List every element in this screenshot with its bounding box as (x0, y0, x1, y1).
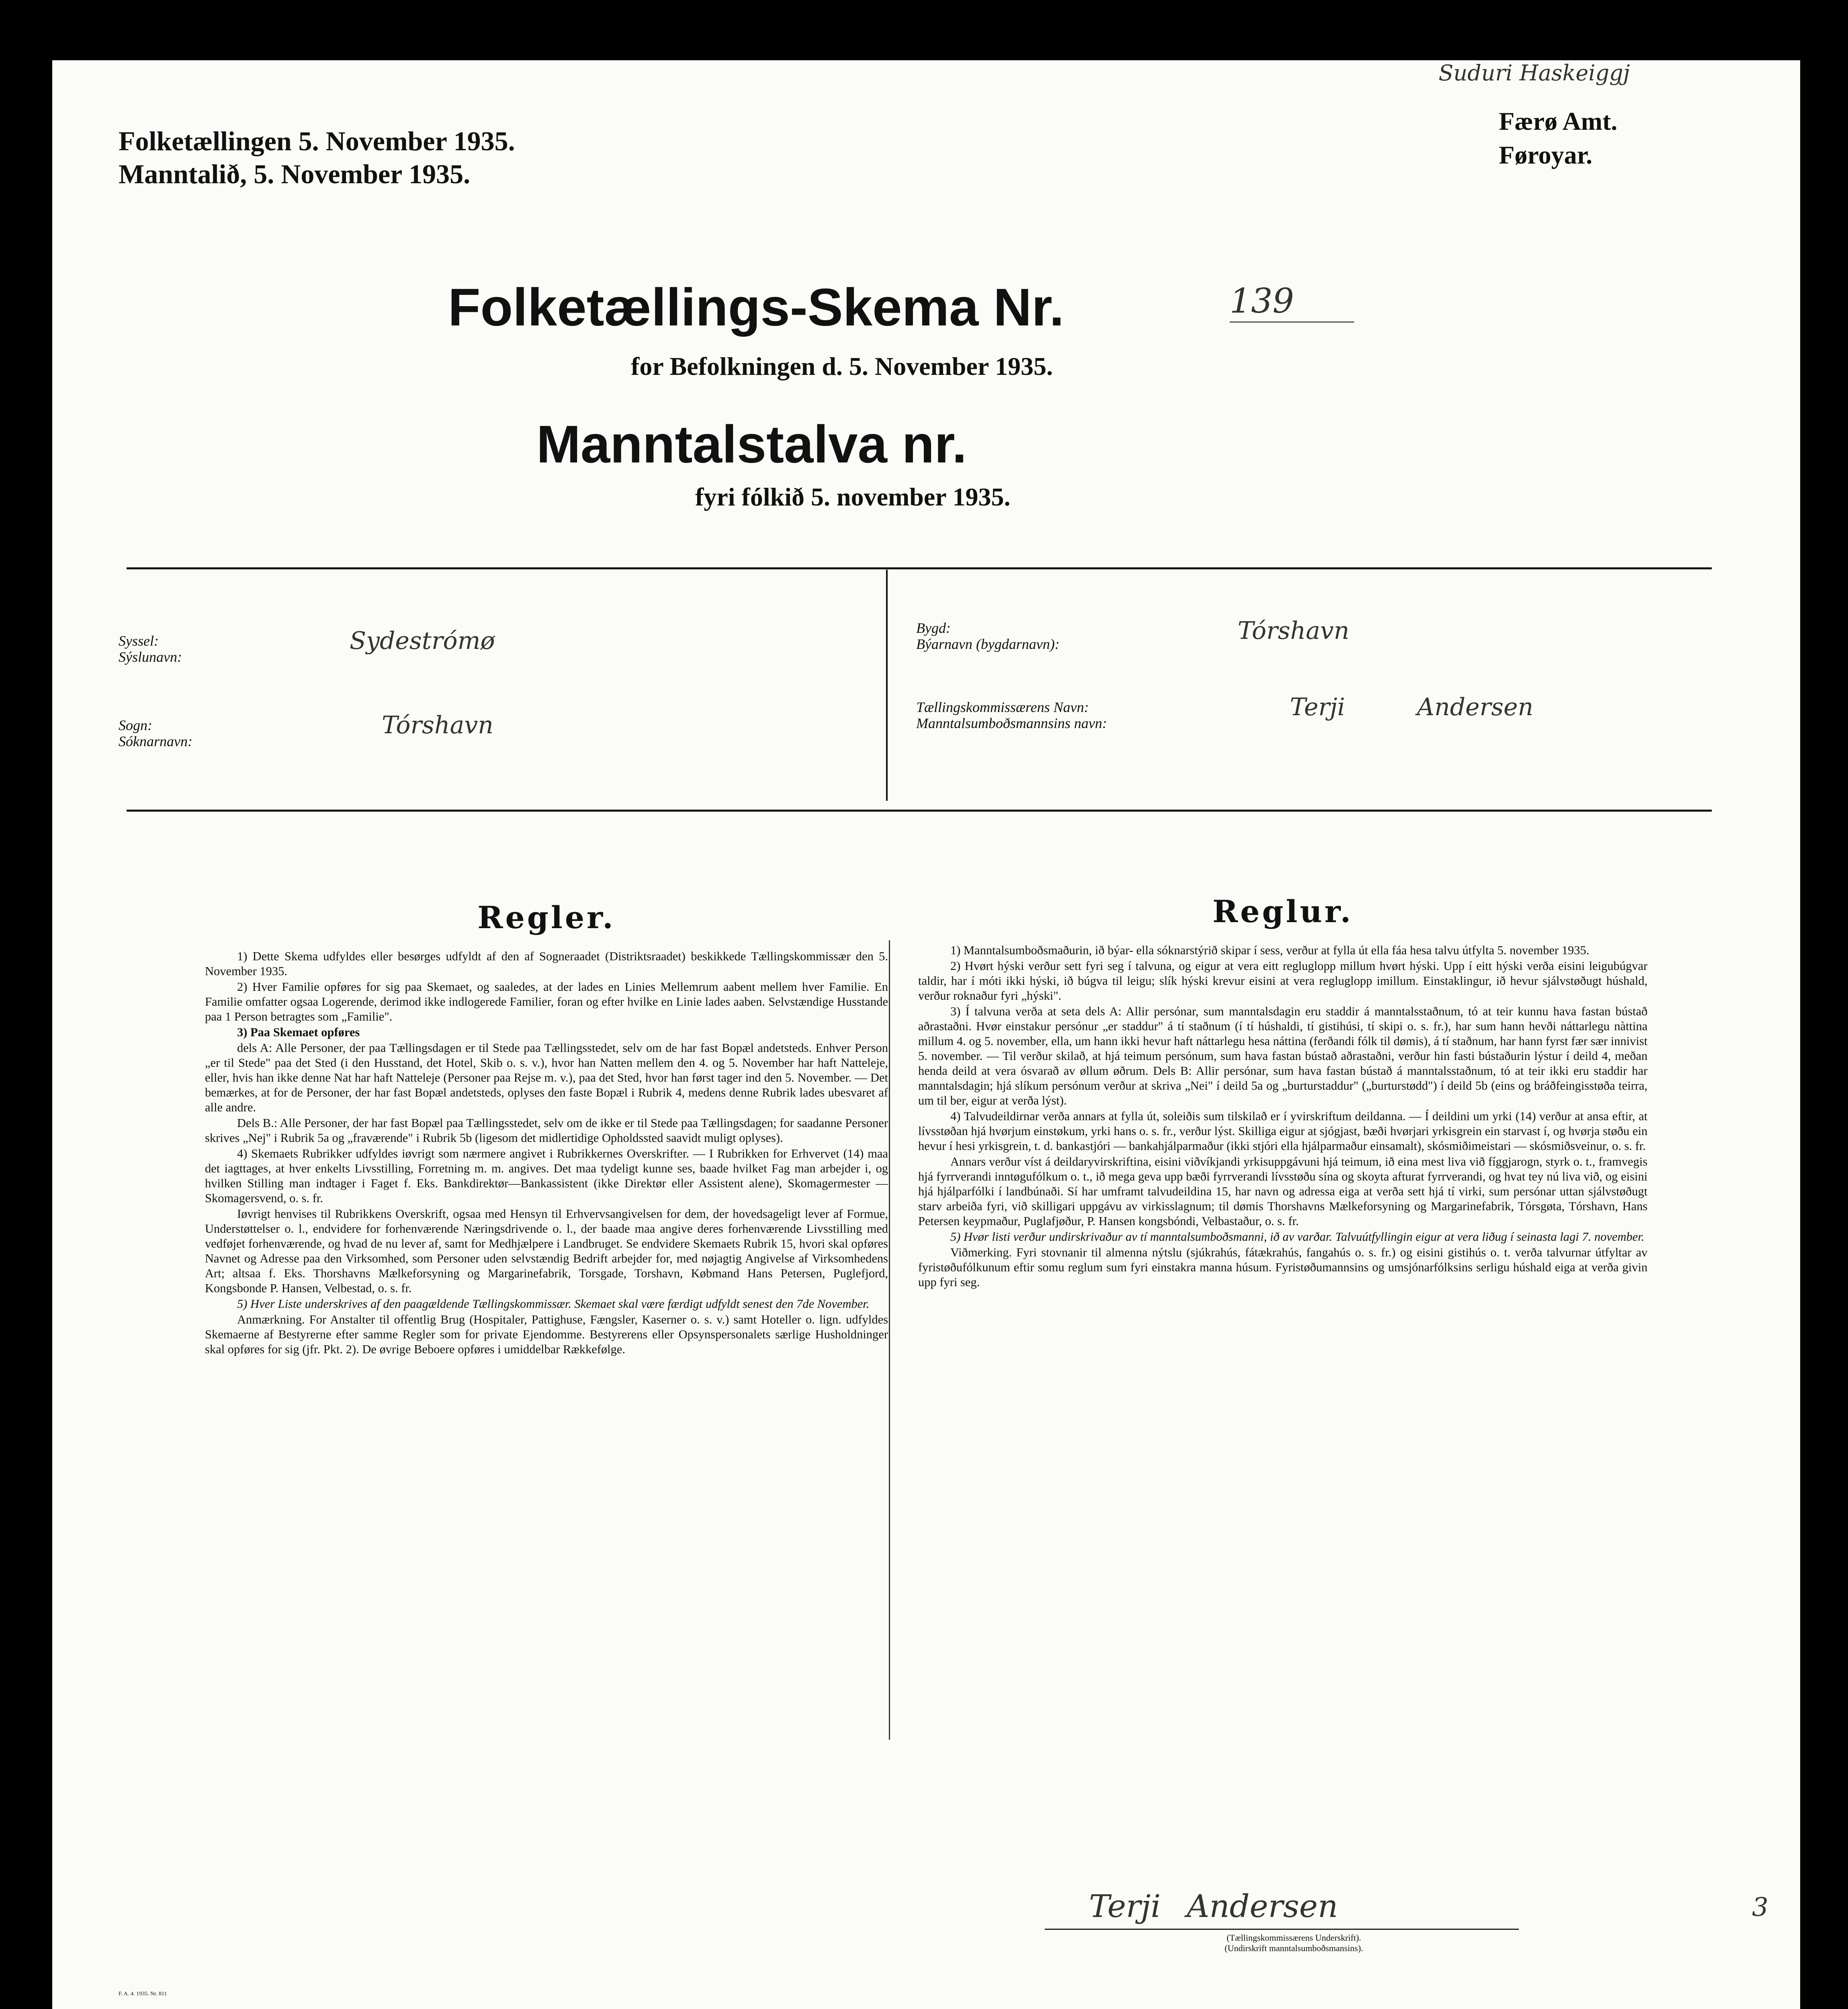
print-note: F. A. 4. 1935. Nr. 811 (119, 1991, 167, 1997)
form-title-fo: Manntalstalva nr. (536, 415, 967, 474)
header-left (119, 125, 515, 190)
census-form-page (52, 60, 1800, 2009)
fields-top-rule (127, 567, 1712, 569)
signature-caption: (Tællingskommissærens Underskrift). (Undirskrift manntalsumboðsmansins). (1224, 1933, 1363, 1953)
reglur-paragraph: Viðmerking. Fyri stovnanir til almenna nýtslu (sjúkrahús, fátækrahús, fangahús o. s. fr.) og eisini gistihús o. t. verða talvurnar útfyltar av fyristøðufólkunum eftir somu reglum sum fyri einstakra manna húsum. Fyristøðumannsins og umsjónarfólksins serligu húshald eiga at verða givin upp fyri seg. (918, 1246, 1647, 1289)
header-right-line1: Færø Amt. (1499, 107, 1618, 135)
form-subtitle-fo: fyri fólkið 5. november 1935. (695, 483, 1011, 511)
regler-paragraph: 5) Hver Liste underskrives af den paagældende Tællingskommissær. Skemaet skal være færdigt udfyldt senest den 7de November. (237, 1297, 870, 1311)
signature-handwritten: Terji Andersen (1089, 1888, 1338, 1925)
kommissaer-value: Terji Andersen (1290, 693, 1533, 721)
form-number: 139 (1230, 281, 1294, 321)
handwritten-top-right: Suduri Haskeiggj (1439, 60, 1630, 86)
form-title-text: Folketællings-Skema Nr. (448, 278, 1064, 337)
reglur-paragraph: 5) Hvør listi verður undirskrivaður av tí manntalsumboðsmanni, ið av varðar. Talvuútfyllingin eigur at vera liðug í seinasta lagi 7. november. (950, 1230, 1645, 1244)
reglur-paragraph: 3) Í talvuna verða at seta dels A: Allir persónar, sum manntalsdagin eru staddir á manntalsstaðnum, tó at teir kunnu hava fastan bústað aðrastaðni. Hvør einstakur persónur „er staddur" á tí staðnum (í tí húshaldi, tí gistihúsi, tí skipi o. s. fr.), har sum hann hevði náttarlegu nàttina millum 4. og 5. november, ella, um hann ikki hevur haft náttarlegu hesa náttina (ferðandi fólk til dømis), á tí staðnum, har hann fyrst fær sær innivist 5. november. — Til verður skilað, at hjá teimum persónum, sum hava fastan bústað aðrastaðni, verður hin fasti bústaðurin lýstur í deild 4, meðan henda deild at vera ósvarað av øllum øðrum. Dels B: Allir persónar, sum hava fastan bústað á manntalsstaðnum, tó at teir ikki eru staddir har manntalsdagin; hjá slíkum persónum verður at skriva „Nei" í deild 5a og „burturstaddur" („burturstødd") í deild 5b (eins og bráðfeingisstøða teirra, um til ber, eigur at verða lýst). (918, 1004, 1647, 1107)
column-divider (889, 940, 890, 1740)
regler-paragraph: dels A: Alle Personer, der paa Tællingsdagen er til Stede paa Tællingsstedet, selv om de har fast Bopæl andetsteds. Enhver Person „er til Stede" paa det Sted (i den Husstand, det Hotel, Skib o. s. v.), hvor han Natten mellem den 4. og 5. November har haft Natteleje, eller, hvis han ikke denne Nat har haft Natteleje (Personer paa Rejse m. v.), paa det Sted, hvor han først tager ind den 5. November. — Det bemærkes, at for de Personer, der har fast Bopæl andetsteds, oplyses den faste Bopæl i Rubrik 4, medens denne Rubrik lades ubesvaret af alle andre. (205, 1041, 888, 1114)
fields-divider (886, 570, 888, 801)
sogn-label: Sogn: Sóknarnavn: (119, 717, 192, 749)
reglur-paragraph: 4) Talvudeildirnar verða annars at fylla út, soleiðis sum tilskilað er í yvirskriftum deildanna. — Í deildini um yrki (14) verður at ansa eftir, at lívsstøðan hjá hvørjum einstøkum, yrki hans o. s. fr., verður lýst. Skilliga eigur at sjógjast, bæði hvørjari yrkisgrein ein starvast í, og hvørja støðu ein hevur í hesi yrkisgrein, t. d. bankastjóri — bankahjálparmaður (ikki stjóri ella hjálparmaður einsamalt), skósmiðimeistari — skósmiðsveinur, o. s. fr. (918, 1109, 1647, 1153)
regler-section (205, 900, 888, 1358)
regler-heading: Regler. (477, 900, 616, 935)
sogn-value: Tórshavn (382, 711, 493, 739)
reglur-heading: Reglur. (1212, 894, 1353, 929)
reglur-paragraph: 2) Hvørt hýski verður sett fyri seg í talvuna, og eigur at vera eitt regluglopp millum hvørt hýski. Upp í eitt hýski verða eisini leigubúgvar taldir, har í móti ikki hýski, ið búgva til leigu; slík hýski krevur eisini at vera regluglopp imillum. Einstaklingur, ið hevur sjálvstøðugt húshald, verður roknaður fyri „hýski". (918, 959, 1647, 1002)
regler-paragraph: Dels B.: Alle Personer, der har fast Bopæl paa Tællingsstedet, selv om de ikke er til Stede paa Tællingsdagen; for saadanne Personer skrives „Nej" i Rubrik 5a og „fraværende" i Rubrik 5b (ligesom det midlertidige Opholdssted saavidt muligt oplyses). (205, 1116, 888, 1145)
margin-mark: 3 (1752, 1892, 1768, 1922)
reglur-paragraph: 1) Manntalsumboðsmaðurin, ið býar- ella sóknarstýrið skipar í sess, verður at fylla út ella fáa hesa talvu útfylta 5. november 1935. (950, 943, 1590, 957)
signature-line (1045, 1929, 1519, 1930)
kommissaer-label: Tællingskommissærens Navn: Manntalsumboðsmannsins navn: (916, 699, 1107, 731)
regler-paragraph: 1) Dette Skema udfyldes eller besørges udfyldt af den af Sogneraadet (Distriktsraadet) beskikkede Tællingskommissær den 5. November 1935. (205, 949, 888, 978)
syssel-label: Syssel: Sýslunavn: (119, 633, 182, 665)
reglur-section (918, 894, 1647, 1291)
regler-paragraph: Anmærkning. For Anstalter til offentlig Brug (Hospitaler, Pattighuse, Fængsler, Kaserner o. s. v.) samt Hoteller o. lign. udfyldes Skemaerne af Bestyrerne efter samme Regler som for private Ejendomme. Bestyrerens eller Opsynspersonalets særlige Husholdninger skal opføres for sig (jfr. Pkt. 2). De øvrige Beboere opføres i umiddelbar Rækkefølge. (205, 1313, 888, 1356)
header-right-line2: Føroyar. (1499, 141, 1592, 169)
fields-bottom-rule (127, 810, 1712, 812)
form-subtitle-da: for Befolkningen d. 5. November 1935. (631, 352, 1053, 381)
bygd-value: Tórshavn (1238, 617, 1349, 645)
header-left-line2: Manntalið, 5. November 1935. (119, 159, 471, 189)
regler-paragraph: 4) Skemaets Rubrikker udfyldes iøvrigt som nærmere angivet i Rubrikkernes Overskrifter. — I Rubrikken for Erhvervet (14) maa det iagttages, at hver enkelts Livsstilling, Forretning m. m. angives. Det maa tydeligt kunne ses, baade hvilket Fag man arbejder i, og hvilken Stilling man indtager i Faget f. Eks. Bankdirektør—Bankassistent (ikke Direktør eller Assistent alene), Skomagermester — Skomagersvend, o. s. fr. (205, 1147, 888, 1205)
reglur-paragraph: Annars verður víst á deildaryvirskriftina, eisini viðvíkjandi yrkisuppgávuni hjá teimum, ið eina mest liva við fíggjarogn, styrk o. t., framvegis hjá fyrrverandi inntøgufólkum o. t., ið mega geva upp bæði fyrrverandi lívsstøðu sína og skoyta afturat fyrrverandi, og hvat tey nú liva við, og eisini hjá hjálparfólki í landbúnaði. Sí har umframt talvudeildina 15, har navn og adressa eiga at verða sett hjá tí virki, sum persónar uttan sjálvstøðugt starv arbeiða fyri, við skilligari uppgávu av virkisslagnum; til dømis Thorshavns Mælkeforsyning og Margarinefabrik, Tórsgøta, Tórshavn, Hans Petersen keypmaður, Puglafjøður, P. Hansen kongsbóndi, Velbastaður, o. s. fr. (918, 1155, 1647, 1228)
regler-paragraph: 3) Paa Skemaet opføres (237, 1025, 360, 1039)
header-left-line1: Folketællingen 5. November 1935. (119, 126, 515, 156)
form-number-underline (1230, 321, 1354, 323)
regler-paragraph: 2) Hver Familie opføres for sig paa Skemaet, og saaledes, at der lades en Linies Mellemrum aabent mellem hver Familie. En Familie omfatter ogsaa Logerende, derimod ikke indlogerede Familier, foran og efter hvilke en Linie lades aaben. Selvstændige Husstande paa 1 Person betragtes som „Familie". (205, 980, 888, 1023)
syssel-value: Sydestrómø (350, 627, 495, 655)
form-title (448, 279, 1064, 336)
bygd-label: Bygd: Býarnavn (bygdarnavn): (916, 620, 1060, 652)
regler-paragraph: Iøvrigt henvises til Rubrikkens Overskrift, ogsaa med Hensyn til Erhvervsangivelsen for dem, der hovedsageligt lever af Formue, Understøttelser o. l., endvidere for forhenværende Næringsdrivende o. l., der baade maa angive deres forhenværende Livsstilling med vedføjet forhenværende, og hvad de nu lever af, samt for Medhjælpere i Landbruget. Se endvidere Skemaets Rubrik 15, hvori skal opføres Navnet og Adresse paa den Virksomhed, som Personer uden selvstændig Bedrift arbejder for, med nøjagtig Angivelse af Virksomhedens Art; altsaa f. Eks. Thorshavns Mælkeforsyning og Margarinefabrik, Torsgade, Torshavn, Købmand Hans Petersen, Puglefjord, Kongsbonde P. Hansen, Velbestad, o. s. fr. (205, 1207, 888, 1295)
header-right (1499, 104, 1617, 172)
